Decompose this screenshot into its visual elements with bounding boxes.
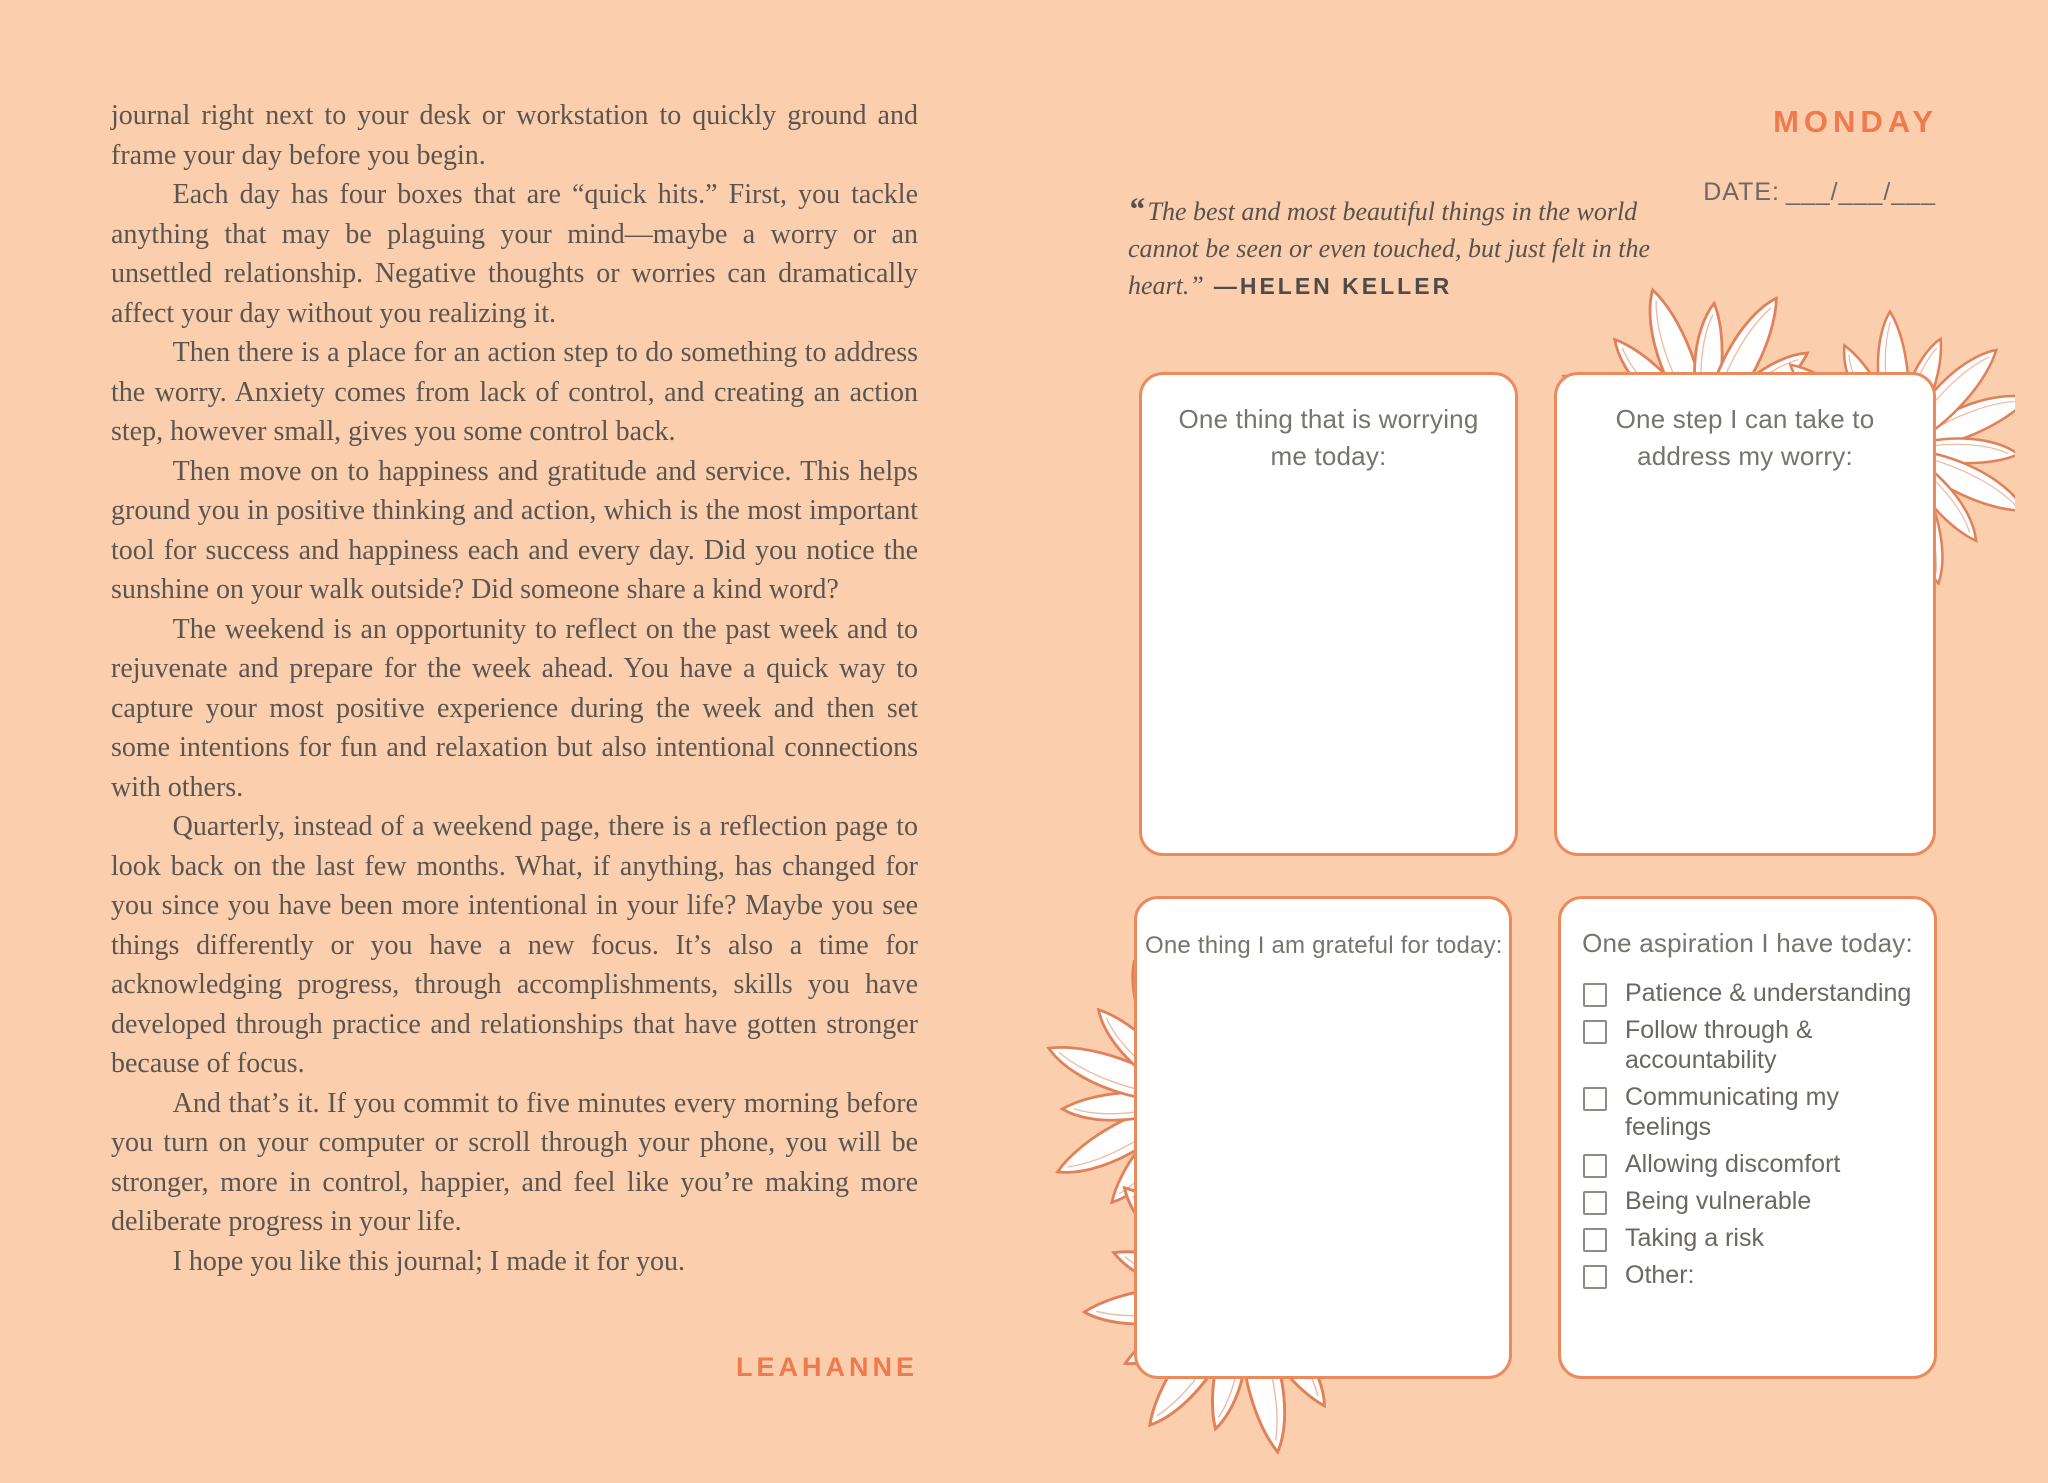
worry-box <box>1139 372 1518 856</box>
checklist-item <box>1583 1149 1920 1179</box>
checkbox-icon[interactable] <box>1583 1020 1607 1044</box>
date-field <box>1703 178 1936 207</box>
date-label: DATE: <box>1703 178 1780 206</box>
checkbox-icon[interactable] <box>1583 1087 1607 1111</box>
checklist-item-label: Being vulnerable <box>1625 1187 1812 1215</box>
checklist-item <box>1583 1223 1920 1253</box>
intro-essay <box>111 96 918 1281</box>
essay-paragraph: And that’s it. If you commit to five minutes every morning before you turn on your computer or scroll through your phone, you will be stronger, more in control, happier, and feel like you’re making more deliberate progress in your life. <box>111 1087 918 1237</box>
checkbox-icon[interactable] <box>1583 1191 1607 1215</box>
checkbox-icon[interactable] <box>1583 1154 1607 1178</box>
action-step-write-area[interactable] <box>1563 485 1927 847</box>
action-step-box <box>1554 372 1936 856</box>
essay-paragraph: Then move on to happiness and gratitude and service. This helps ground you in positive thinking and action, which is the most important tool for success and happiness each and every day. Did you notice the sunshine on your walk outside? Did someone share a kind word? <box>111 455 918 605</box>
checkbox-icon[interactable] <box>1583 983 1607 1007</box>
gratitude-box <box>1134 896 1512 1379</box>
checklist-item-label: Communicating my feelings <box>1625 1083 1839 1141</box>
worry-write-area[interactable] <box>1148 485 1509 847</box>
checklist-item-label: Taking a risk <box>1625 1224 1764 1252</box>
daily-quote <box>1128 192 1713 305</box>
checklist-item <box>1583 978 1920 1008</box>
checklist-item-label: Patience & understanding <box>1625 979 1912 1007</box>
gratitude-write-area[interactable] <box>1143 979 1503 1370</box>
aspiration-checklist <box>1561 962 1934 1290</box>
quote-text: The best and most beautiful things in the world cannot be seen or even touched, but just felt in the heart.” <box>1128 197 1651 300</box>
aspiration-box <box>1558 896 1937 1379</box>
checkbox-icon[interactable] <box>1583 1228 1607 1252</box>
gratitude-box-label: One thing I am grateful for today: <box>1145 932 1503 959</box>
open-quote-mark: “ <box>1128 192 1145 228</box>
right-page <box>1024 0 2048 1483</box>
checklist-item-label: Follow through & accountability <box>1625 1016 1813 1074</box>
date-blanks[interactable]: ___/___/___ <box>1785 178 1936 206</box>
action-step-box-label: One step I can take to address my worry: <box>1615 404 1875 471</box>
essay-paragraph: Each day has four boxes that are “quick hits.” First, you tackle anything that may be plaguing your mind—maybe a worry or an unsettled relationship. Negative thoughts or worries can dramatically affect your day without you realizing it. <box>111 179 918 329</box>
checklist-item <box>1583 1186 1920 1216</box>
checklist-item <box>1583 1260 1920 1290</box>
checklist-item <box>1583 1082 1920 1142</box>
weekday-heading: MONDAY <box>1773 104 1938 139</box>
worry-box-label: One thing that is worrying me today: <box>1178 404 1479 471</box>
checklist-item-label: Allowing discomfort <box>1625 1150 1841 1178</box>
essay-paragraph: Quarterly, instead of a weekend page, there is a reflection page to look back on the last few months. What, if anything, has changed for you since you have been more intentional in your life? Maybe you see things differently or you have a new focus. It’s also a time for acknowledging progress, through accomplishments, skills you have developed through practice and relationships that have gotten stronger because of focus. <box>111 811 918 1079</box>
checklist-item-label: Other: <box>1625 1261 1695 1289</box>
checkbox-icon[interactable] <box>1583 1265 1607 1289</box>
quote-attribution: —HELEN KELLER <box>1213 273 1453 299</box>
aspiration-box-label: One aspiration I have today: <box>1582 928 1913 958</box>
essay-paragraph: Then there is a place for an action step to do something to address the worry. Anxiety comes from lack of control, and creating an action step, however small, gives you some control back. <box>111 337 918 447</box>
author-signature: LEAHANNE <box>735 1352 918 1382</box>
checklist-item <box>1583 1015 1920 1075</box>
essay-paragraph: I hope you like this journal; I made it for you. <box>172 1245 686 1277</box>
essay-paragraph: The weekend is an opportunity to reflect on the past week and to rejuvenate and prepare for the week ahead. You have a quick way to capture your most positive experience during the week and then set some intentions for fun and relaxation but also intentional connections with others. <box>111 613 918 803</box>
essay-paragraph: journal right next to your desk or workstation to quickly ground and frame your day before you begin. <box>111 100 918 171</box>
